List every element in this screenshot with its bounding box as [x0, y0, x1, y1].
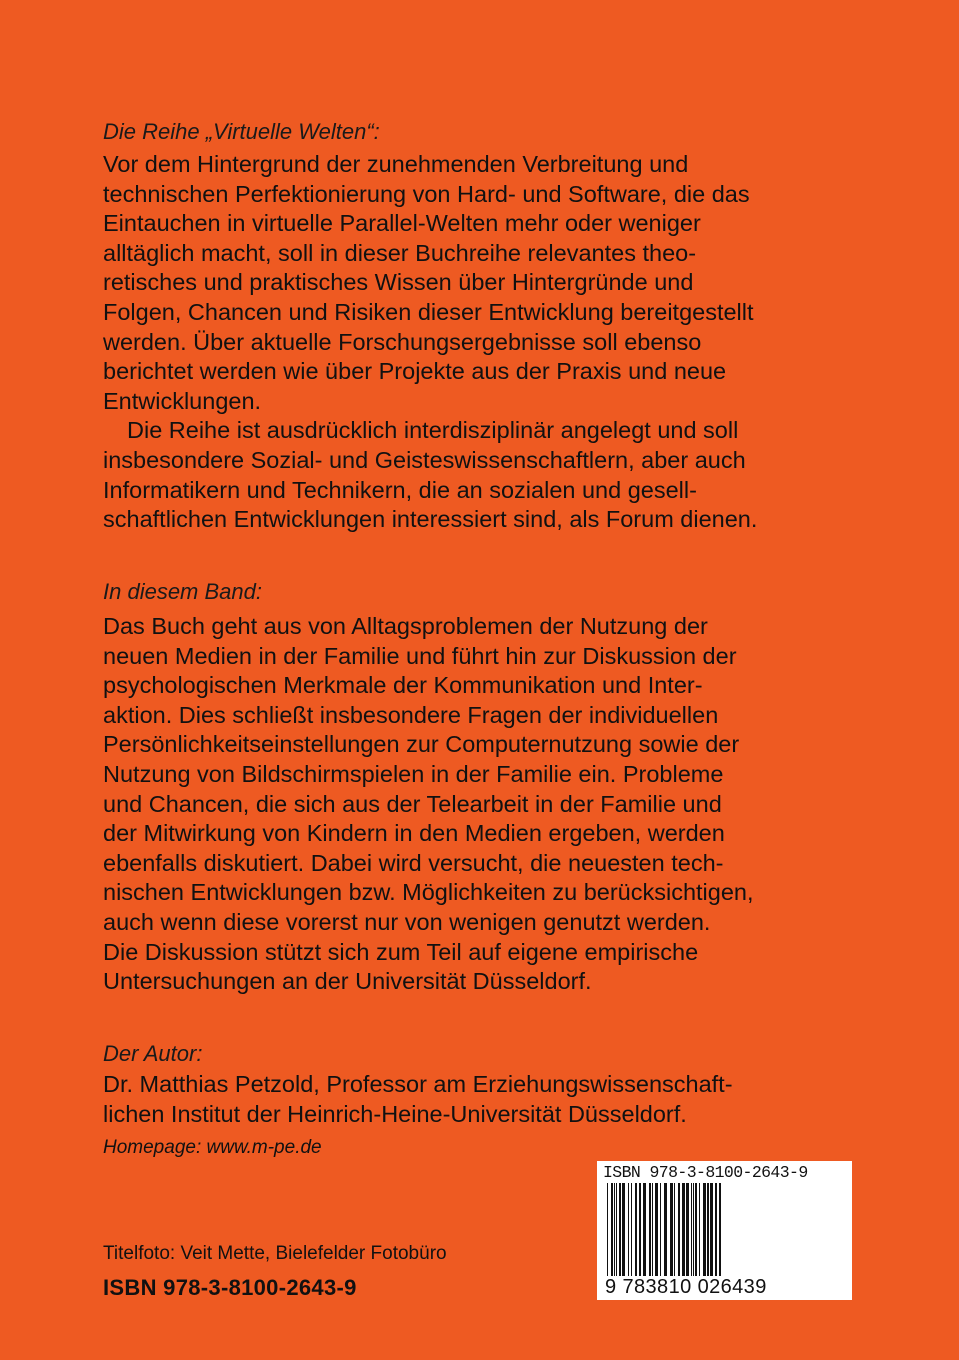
text-line: schaftlichen Entwicklungen interessiert sind, als Forum dienen.	[103, 506, 758, 533]
text-line: Die Reihe ist ausdrücklich interdisziplinär angelegt und soll	[127, 417, 739, 444]
text-line: auch wenn diese vorerst nur von wenigen genutzt werden.	[103, 908, 711, 935]
volume-heading: In diesem Band:	[103, 579, 262, 604]
barcode-isbn-label: ISBN 978-3-8100-2643-9	[603, 1163, 808, 1182]
barcode-number: 9 783810 026439	[603, 1276, 850, 1299]
text-line: Eintauchen in virtuelle Parallel-Welten mehr oder weniger	[103, 210, 701, 237]
author-paragraph	[103, 1070, 873, 1129]
author-section	[103, 1040, 873, 1129]
barcode	[597, 1161, 852, 1300]
volume-paragraph	[103, 612, 873, 997]
text-line: berichtet werden wie über Projekte aus der Praxis und neue	[103, 358, 727, 385]
series-section	[103, 118, 873, 535]
text-line: Das Buch geht aus von Alltagsproblemen der Nutzung der	[103, 613, 708, 639]
text-line: Folgen, Chancen und Risiken dieser Entwicklung bereitgestellt	[103, 298, 754, 325]
homepage-link[interactable]: Homepage: www.m-pe.de	[103, 1137, 322, 1158]
text-line: Persönlichkeitseinstellungen zur Computernutzung sowie der	[103, 731, 740, 758]
text-line: technischen Perfektionierung von Hard- und Software, die das	[103, 180, 750, 207]
text-line: lichen Institut der Heinrich-Heine-Universität Düsseldorf.	[103, 1100, 687, 1127]
text-line: Untersuchungen an der Universität Düsseldorf.	[103, 968, 592, 995]
author-heading: Der Autor:	[103, 1041, 203, 1066]
text-line: alltäglich macht, soll in dieser Buchreihe relevantes theo-	[103, 239, 697, 266]
volume-section	[103, 578, 873, 997]
text-line: und Chancen, die sich aus der Telearbeit in der Familie und	[103, 790, 722, 817]
text-line: der Mitwirkung von Kindern in den Medien ergeben, werden	[103, 820, 725, 847]
text-line: nischen Entwicklungen bzw. Möglichkeiten zu berücksichtigen,	[103, 879, 754, 906]
text-line: Dr. Matthias Petzold, Professor am Erziehungswissenschaft-	[103, 1071, 733, 1097]
photo-credit: Titelfoto: Veit Mette, Bielefelder Fotobüro	[103, 1243, 447, 1264]
series-paragraph-2	[103, 416, 873, 534]
text-line: ebenfalls diskutiert. Dabei wird versucht, die neuesten tech-	[103, 849, 724, 876]
text-line: Nutzung von Bildschirmspielen in der Familie ein. Probleme	[103, 760, 724, 787]
text-line: retisches und praktisches Wissen über Hintergründe und	[103, 269, 694, 296]
text-line: Die Diskussion stützt sich zum Teil auf eigene empirische	[103, 938, 699, 965]
text-line: Informatikern und Technikern, die an sozialen und gesell-	[103, 476, 697, 503]
isbn-number: ISBN 978-3-8100-2643-9	[103, 1275, 357, 1300]
text-line: Vor dem Hintergrund der zunehmenden Verbreitung und	[103, 151, 689, 177]
text-line: insbesondere Sozial- und Geisteswissenschaftlern, aber auch	[103, 446, 746, 473]
text-line: werden. Über aktuelle Forschungsergebnisse soll ebenso	[103, 328, 702, 355]
series-paragraph-1	[103, 150, 873, 416]
text-line: neuen Medien in der Familie und führt hin zur Diskussion der	[103, 642, 737, 669]
text-line: psychologischen Merkmale der Kommunikation und Inter-	[103, 672, 703, 699]
text-line: aktion. Dies schließt insbesondere Fragen der individuellen	[103, 701, 719, 728]
series-heading: Die Reihe „Virtuelle Welten“:	[103, 119, 380, 144]
text-line: Entwicklungen.	[103, 387, 262, 414]
